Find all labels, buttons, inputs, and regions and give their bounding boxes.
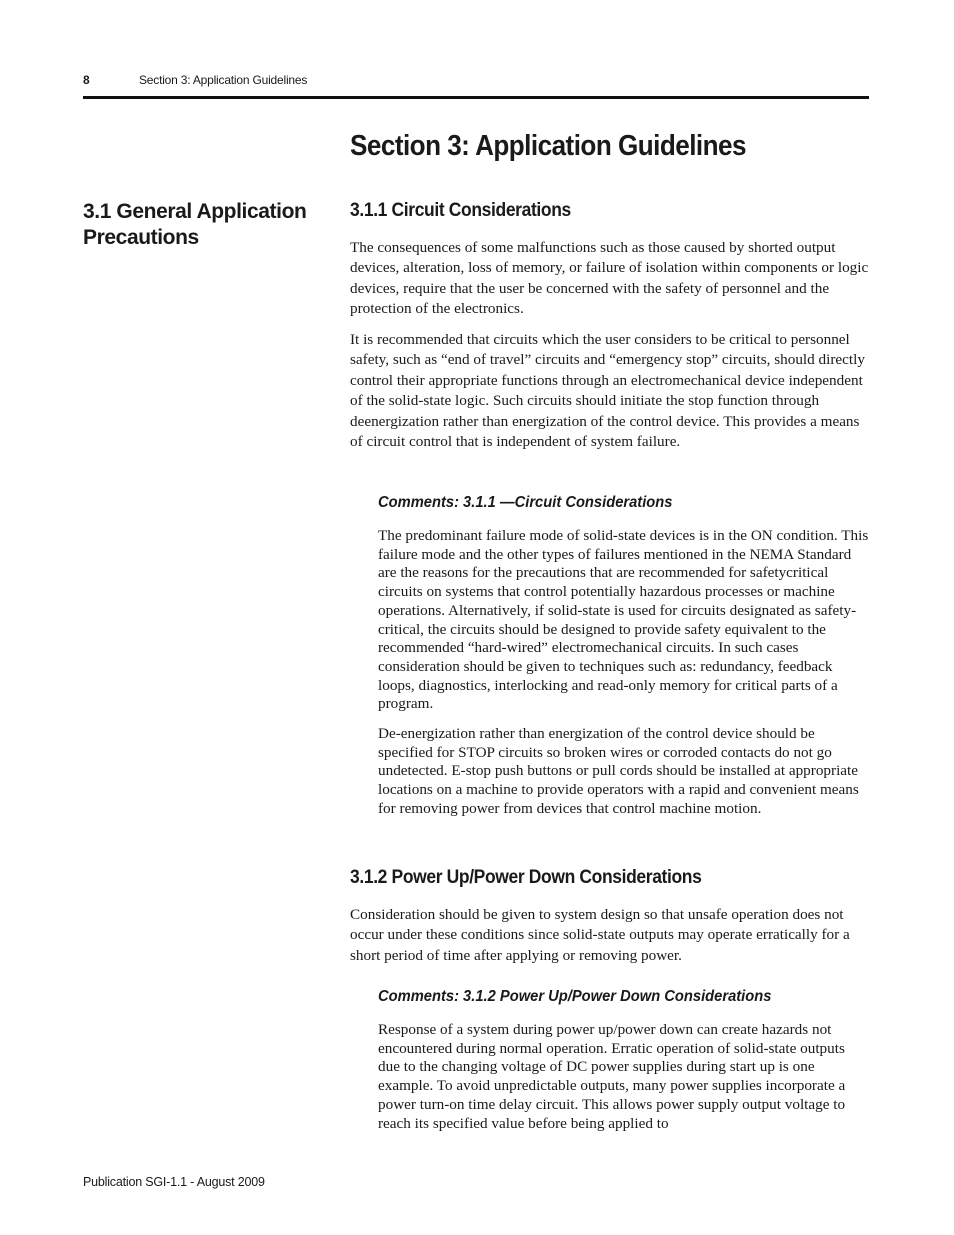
section-title: Section 3: Application Guidelines	[350, 130, 746, 162]
body-paragraph: The consequences of some malfunctions such as those caused by shorted output devices, alteration, loss of memory, or failure of isolation within components or logic devices, require that the user be concerned with the safety of personnel and the protection of the electronics.	[350, 239, 869, 318]
side-heading: 3.1 General Application Precautions	[83, 200, 307, 249]
header-rule	[83, 96, 869, 99]
running-head: Section 3: Application Guidelines	[139, 73, 308, 87]
comment-paragraph: Response of a system during power up/power down can create hazards not encountered during normal operation. Erratic operation of solid-state outputs due to the changing voltage of DC power supplies during start up is one example. To avoid unpredictable outputs, many power supplies incorporate a power turn-on time delay circuit. This allows power supply output voltage to reach its specified value before being applied to	[378, 1021, 846, 1132]
comment-heading-power: Comments: 3.1.2 Power Up/Power Down Considerations	[378, 988, 772, 1005]
page-number: 8	[83, 73, 90, 87]
body-paragraph: It is recommended that circuits which the user considers to be critical to personnel safety, such as “end of travel” circuits and “emergency stop” circuits, should directly control their appropriate functions through an electromechanical device independent of the solid-state logic. Such circuits should initiate the stop function through deenergization rather than energization of the control device. This provides a means of circuit control that is independent of system failure.	[350, 331, 865, 451]
comment-paragraph: The predominant failure mode of solid-state devices is in the ON condition. This failure mode and the other types of failures mentioned in the NEMA Standard are the reasons for the precautions that are recommended for safetycritical circuits on systems that control potentially hazardous processes or machine operations. Alternatively, if solid-state is used for circuits designated as safety-critical, the circuits should be designed to provide safety equivalent to the recommended “hard-wired” electromechanical circuits. In such cases consideration should be given to techniques such as: redundancy, feedback loops, diagnostics, interlocking and read-only memory for critical parts of a program.	[378, 527, 869, 713]
page-header	[83, 73, 869, 95]
comment-paragraph: De-energization rather than energization of the control device should be specified for STOP circuits so broken wires or corroded contacts do not go undetected. E-stop push buttons or pull cords should be installed at appropriate locations on a machine to provide operators with a rapid and convenient means for removing power from devices that control machine motion.	[378, 725, 859, 817]
comment-heading-circuit: Comments: 3.1.1 —Circuit Considerations	[378, 494, 673, 511]
subsection-heading-circuit: 3.1.1 Circuit Considerations	[350, 200, 571, 221]
subsection-heading-power: 3.1.2 Power Up/Power Down Considerations	[350, 867, 702, 888]
body-paragraph: Consideration should be given to system design so that unsafe operation does not occur under these conditions since solid-state outputs may operate erratically for a short period of time after applying or removing power.	[350, 906, 850, 964]
page-footer: Publication SGI-1.1 - August 2009	[83, 1175, 265, 1189]
